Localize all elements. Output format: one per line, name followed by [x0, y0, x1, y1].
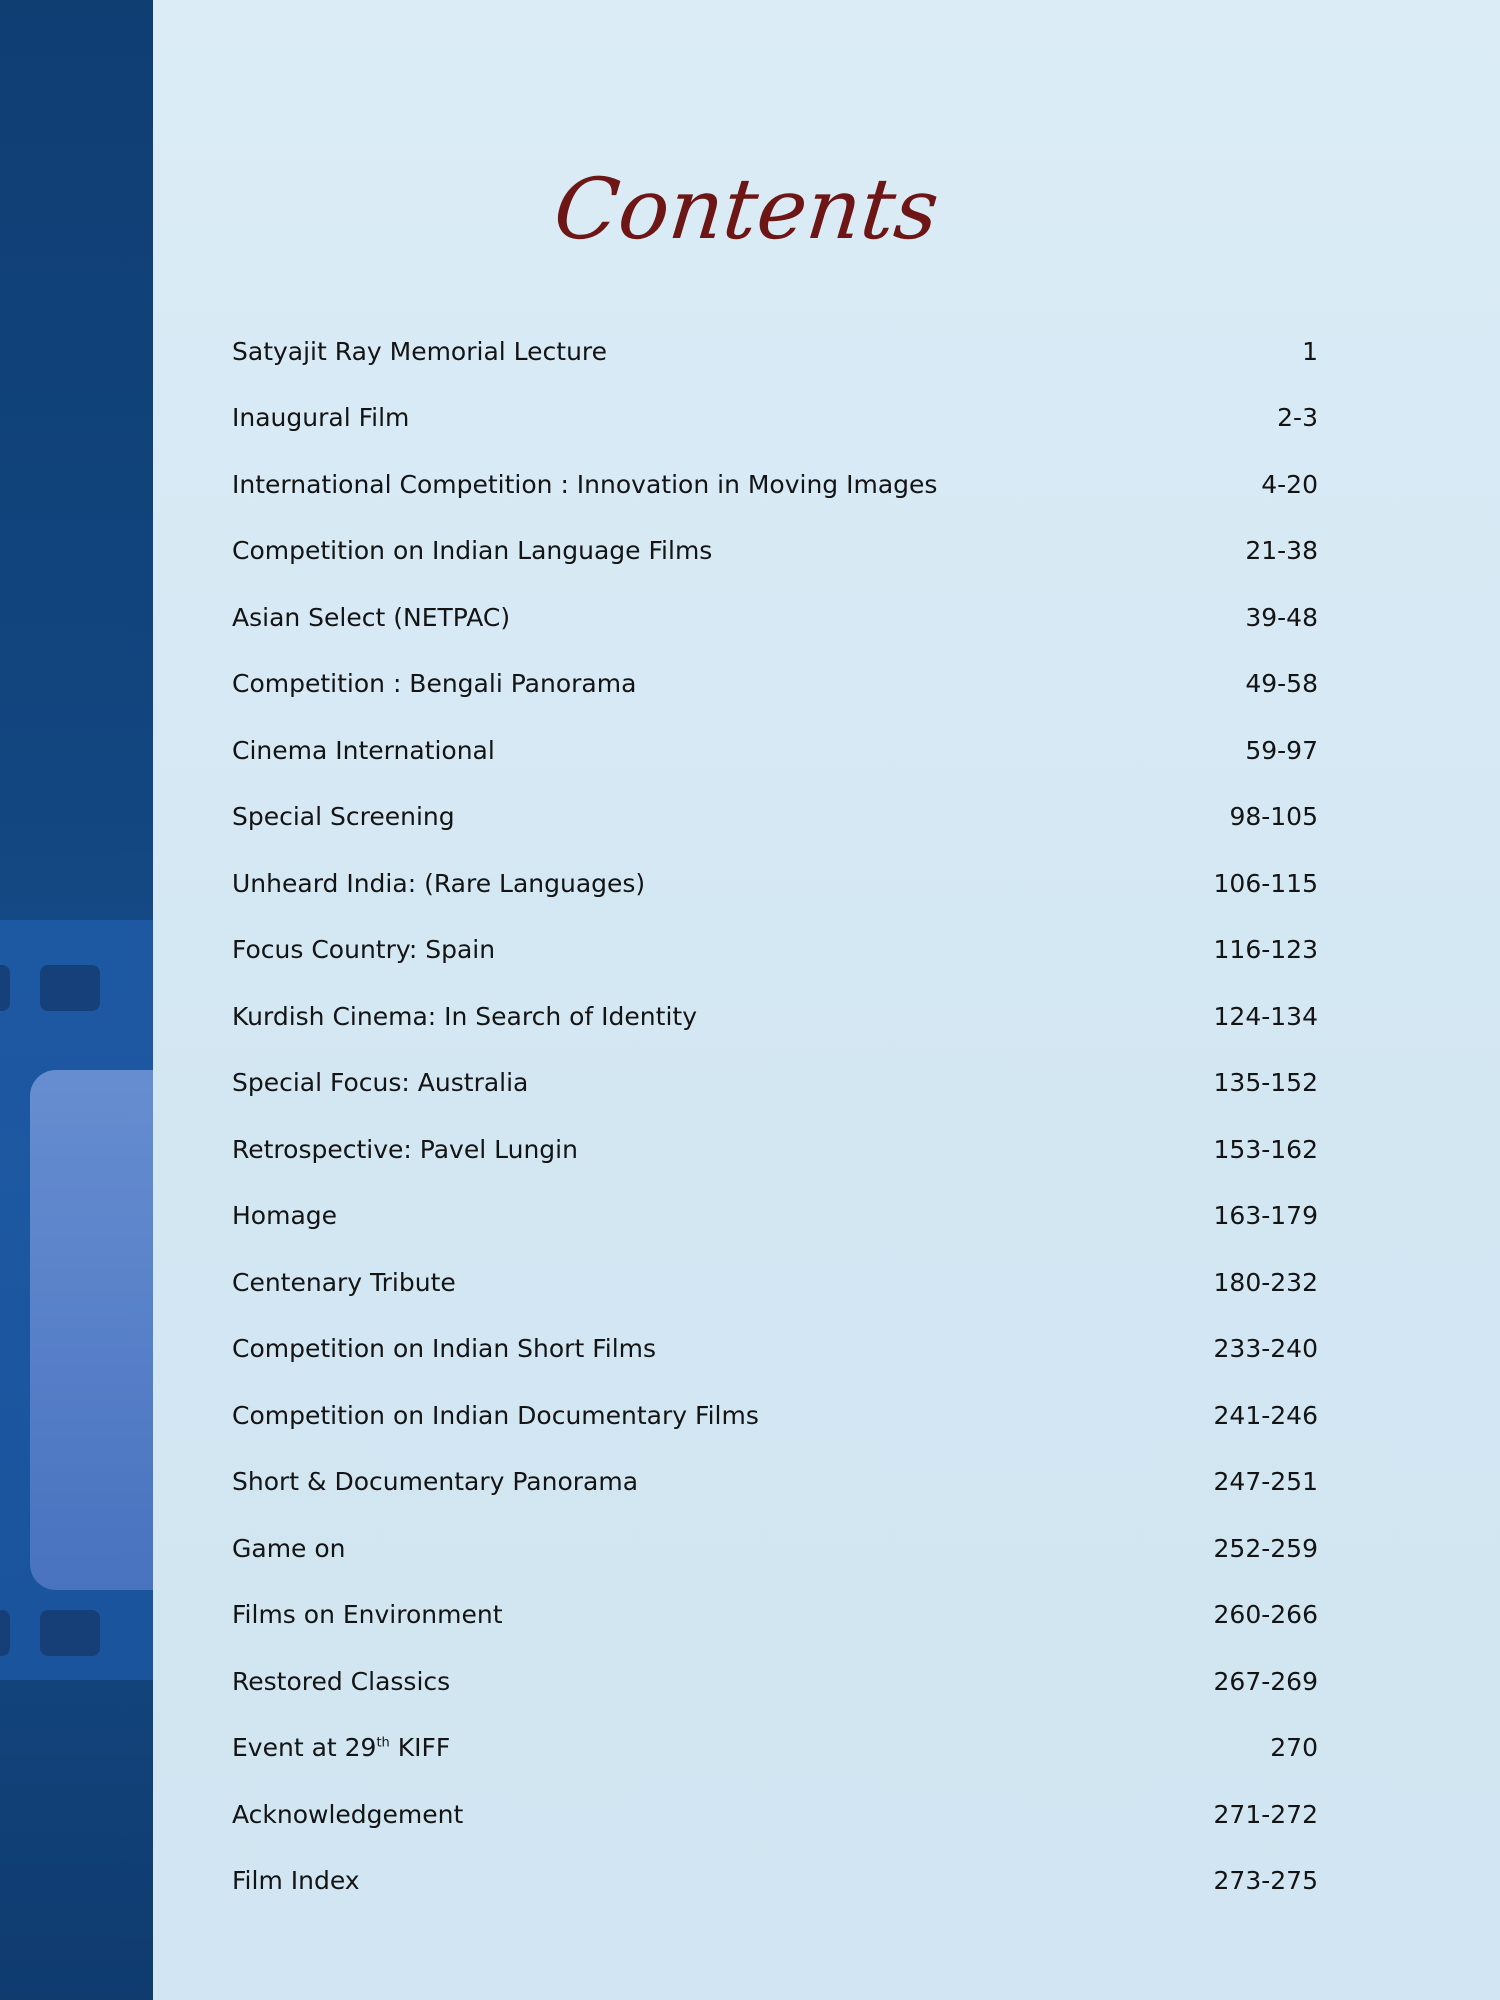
toc-entry-title [232, 337, 607, 366]
toc-entry-page: 241-246 [1213, 1400, 1318, 1430]
toc-entry [232, 1715, 1318, 1782]
toc-entry-title-text: Asian Select (NETPAC) [232, 602, 511, 632]
toc-entry [232, 1781, 1318, 1848]
toc-entry [232, 1116, 1318, 1183]
toc-entry-page: 247-251 [1213, 1467, 1318, 1497]
toc-entry-title [232, 1534, 346, 1563]
toc-entry-title-superscript: th [376, 1735, 390, 1751]
toc-entry-title-text: Retrospective: Pavel Lungin [232, 1134, 578, 1164]
toc-entry-title-text: Acknowledgement [232, 1799, 464, 1829]
toc-entry-title-text: Competition on Indian Documentary Films [232, 1400, 759, 1430]
toc-entry-title-text: Competition on Indian Language Films [232, 536, 713, 566]
toc-entry-page: 271-272 [1213, 1799, 1318, 1829]
toc-entry-title-text: Competition on Indian Short Films [232, 1334, 657, 1364]
toc-entry [232, 1848, 1318, 1915]
toc-entry-page: 2-3 [1277, 403, 1318, 433]
toc-entry-title-text: Focus Country: Spain [232, 935, 496, 965]
toc-entry-title [232, 1135, 578, 1164]
toc-entry [232, 1648, 1318, 1715]
toc-entry-title-text: Unheard India: (Rare Languages) [232, 868, 646, 898]
toc-entry-title [232, 935, 495, 964]
film-hole [40, 965, 100, 1011]
toc-entry-title-text: Film Index [232, 1866, 360, 1896]
toc-entry [232, 1515, 1318, 1582]
toc-entry-title-text: Restored Classics [232, 1666, 451, 1696]
toc-entry [232, 518, 1318, 585]
toc-entry-title [232, 1600, 503, 1629]
toc-entry-title [232, 1667, 450, 1696]
toc-entry-page: 4-20 [1261, 469, 1318, 499]
toc-entry-page: 233-240 [1213, 1334, 1318, 1364]
toc-entry-title-text: Cinema International [232, 735, 495, 765]
toc-entry-page: 273-275 [1213, 1866, 1318, 1896]
toc-entry-page: 252-259 [1213, 1533, 1318, 1563]
toc-entry-title-text: Special Screening [232, 802, 455, 832]
film-hole [0, 1610, 10, 1656]
toc-entry-title [232, 1467, 638, 1496]
toc-entry [232, 1183, 1318, 1250]
toc-entry-title [232, 1866, 360, 1895]
toc-entry-page: 49-58 [1245, 669, 1318, 699]
toc-entry-title [232, 1002, 697, 1031]
toc-entry [232, 1382, 1318, 1449]
toc-entry-page: 124-134 [1213, 1001, 1318, 1031]
film-strip-graphic [0, 920, 153, 1680]
toc-entry-title [232, 669, 636, 698]
film-hole [0, 965, 10, 1011]
toc-entry-title [232, 1068, 528, 1097]
toc-entry-page: 270 [1270, 1733, 1318, 1763]
toc-entry-title [232, 1334, 656, 1363]
toc-entry-page: 21-38 [1245, 536, 1318, 566]
toc-entry [232, 850, 1318, 917]
toc-entry [232, 651, 1318, 718]
side-band [0, 0, 153, 2000]
toc-entry-page: 106-115 [1213, 868, 1318, 898]
toc-entry [232, 1050, 1318, 1117]
toc-entry-title-text: Homage [232, 1201, 338, 1231]
toc-entry-title [232, 470, 937, 499]
toc-entry-page: 163-179 [1213, 1201, 1318, 1231]
toc-entry-title-text: Competition : Bengali Panorama [232, 669, 637, 699]
table-of-contents [232, 318, 1318, 1914]
toc-entry [232, 917, 1318, 984]
toc-entry-title [232, 1401, 759, 1430]
toc-entry [232, 784, 1318, 851]
toc-entry-title [232, 1733, 450, 1762]
toc-entry [232, 584, 1318, 651]
toc-entry-page: 116-123 [1213, 935, 1318, 965]
toc-entry-page: 39-48 [1245, 602, 1318, 632]
toc-entry-title-text: Inaugural Film [232, 403, 410, 433]
toc-entry-page: 260-266 [1213, 1600, 1318, 1630]
toc-entry [232, 385, 1318, 452]
toc-entry-title-text: Satyajit Ray Memorial Lecture [232, 336, 608, 366]
toc-entry-title [232, 1800, 463, 1829]
toc-entry [232, 451, 1318, 518]
toc-entry [232, 1249, 1318, 1316]
toc-entry-title [232, 536, 712, 565]
toc-entry-title [232, 1201, 337, 1230]
toc-entry [232, 1582, 1318, 1649]
toc-entry-title [232, 736, 495, 765]
toc-entry-title-text: Films on Environment [232, 1600, 503, 1630]
toc-entry-page: 59-97 [1245, 735, 1318, 765]
toc-entry-title [232, 1268, 456, 1297]
toc-entry-title [232, 869, 645, 898]
toc-entry-page: 180-232 [1213, 1267, 1318, 1297]
toc-entry [232, 318, 1318, 385]
toc-entry-page: 98-105 [1229, 802, 1318, 832]
toc-entry-title [232, 403, 409, 432]
toc-entry-page: 1 [1302, 336, 1318, 366]
toc-entry-page: 135-152 [1213, 1068, 1318, 1098]
toc-entry-page: 153-162 [1213, 1134, 1318, 1164]
toc-entry-title-text: Game on [232, 1533, 346, 1563]
toc-entry-page: 267-269 [1213, 1666, 1318, 1696]
toc-entry [232, 983, 1318, 1050]
contents-heading [540, 160, 1000, 260]
toc-entry-title-text: International Competition : Innovation in Moving Images [232, 469, 938, 499]
toc-entry-title-suffix: KIFF [389, 1733, 451, 1763]
contents-heading-text: Contents [549, 160, 944, 258]
film-frame [30, 1070, 153, 1590]
toc-entry-title-text: Short & Documentary Panorama [232, 1467, 639, 1497]
toc-entry-title [232, 603, 510, 632]
toc-entry [232, 717, 1318, 784]
toc-entry-title-text: Special Focus: Australia [232, 1068, 529, 1098]
toc-entry-title-text: Kurdish Cinema: In Search of Identity [232, 1001, 697, 1031]
toc-entry [232, 1316, 1318, 1383]
toc-entry [232, 1449, 1318, 1516]
toc-entry-title-text: Centenary Tribute [232, 1267, 456, 1297]
film-hole [40, 1610, 100, 1656]
toc-entry-title-text: Event at 29 [232, 1733, 377, 1763]
toc-entry-title [232, 802, 455, 831]
